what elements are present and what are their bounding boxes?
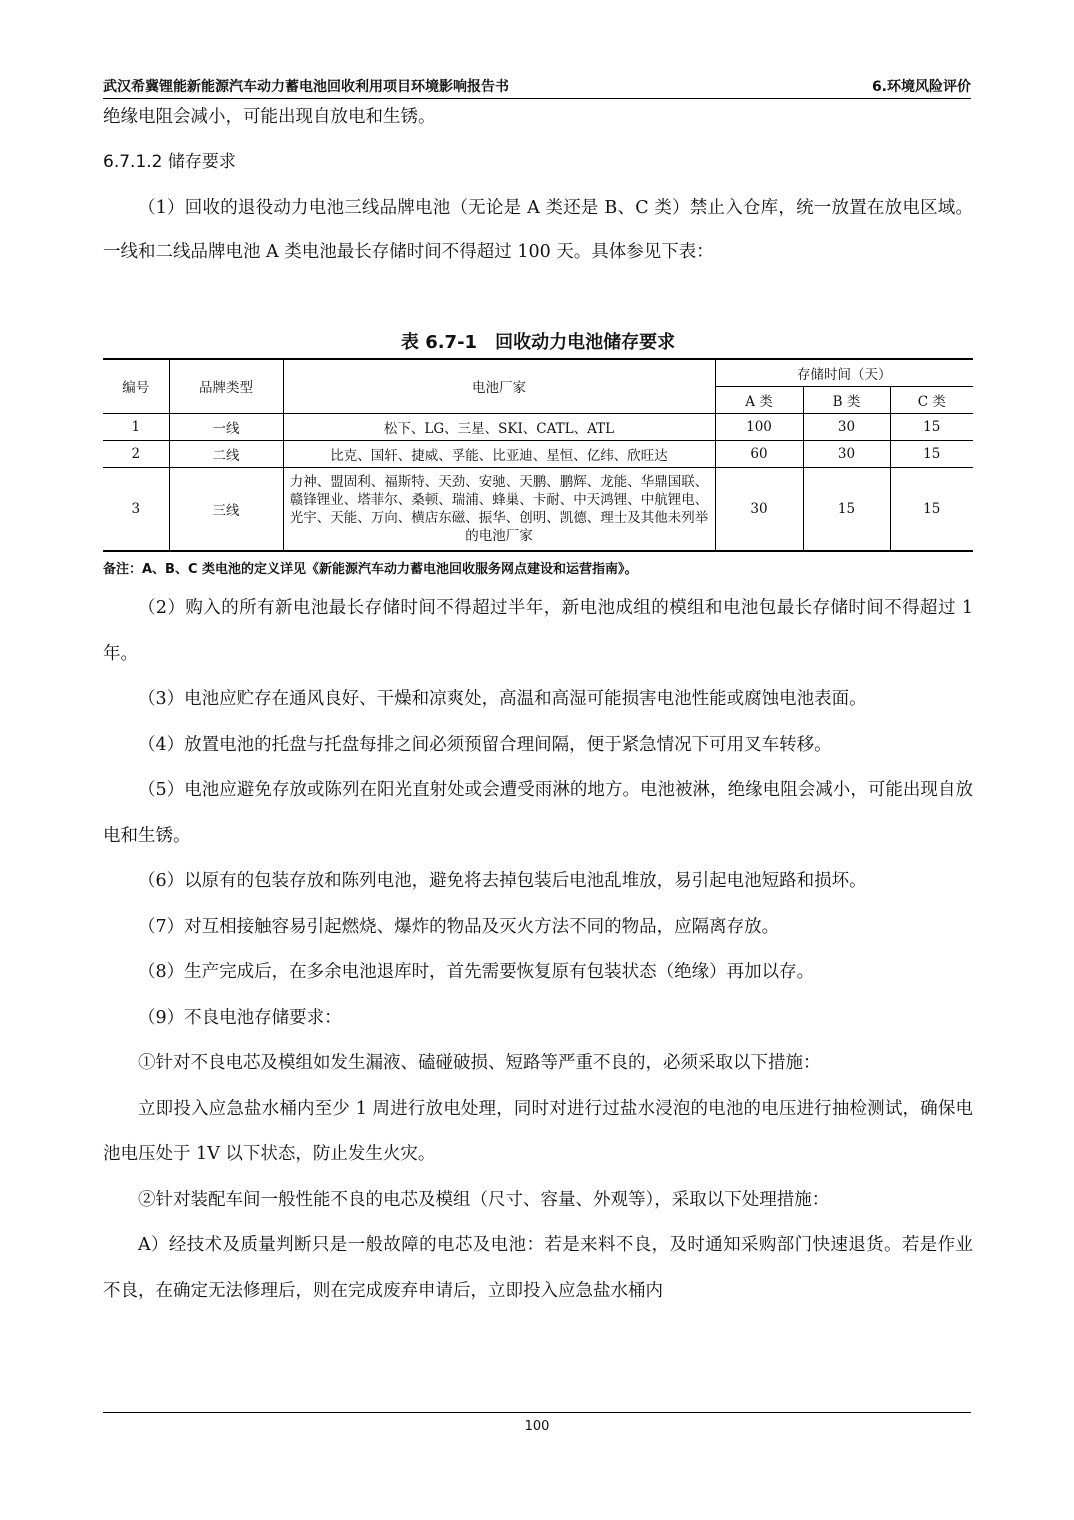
- header-c: C 类: [890, 386, 973, 413]
- table-row: [103, 467, 973, 551]
- cell-manufacturer: 力神、盟固利、福斯特、天劲、安驰、天鹏、鹏辉、龙能、华鼎国联、赣锋锂业、塔菲尔、桑顿、瑞浦、蜂巢、卡耐、中天鸿锂、中航锂电、光宇、天能、万向、横店东磁、振华、创明、凯德、理士及其他未列举的电池厂家: [283, 467, 715, 551]
- main-section: [103, 586, 973, 1314]
- paragraph: （9）不良电池存储要求：: [138, 1007, 342, 1028]
- cell-no: 2: [103, 440, 169, 467]
- table-row: [103, 440, 973, 467]
- header-b: B 类: [803, 386, 890, 413]
- cell-a: 100: [715, 413, 803, 440]
- paragraph: （8）生产完成后，在多余电池退库时，首先需要恢复原有包装状态（绝缘）再加以存。: [138, 962, 815, 982]
- cell-brand: 一线: [169, 413, 283, 440]
- cell-b: 30: [803, 413, 890, 440]
- cell-no: 1: [103, 413, 169, 440]
- continued-text: 绝缘电阻会减小，可能出现自放电和生锈。: [103, 107, 436, 127]
- paragraph: A）经技术及质量判断只是一般故障的电芯及电池：若是来料不良，及时通知采购部门快速退货。若是作业不良，在确定无法修理后，则在完成废弃申请后，立即投入应急盐水桶内: [103, 1235, 973, 1301]
- paragraph: ②针对装配车间一般性能不良的电芯及模组（尺寸、容量、外观等），采取以下处理措施：: [138, 1189, 830, 1210]
- cell-no: 3: [103, 467, 169, 551]
- page-number: 100: [524, 1419, 550, 1434]
- cell-brand: 三线: [169, 467, 283, 551]
- cell-b: 15: [803, 467, 890, 551]
- paragraph: ①针对不良电芯及模组如发生漏液、磕碰破损、短路等严重不良的，必须采取以下措施：: [138, 1053, 821, 1073]
- paragraph: 立即投入应急盐水桶内至少 1 周进行放电处理，同时对进行过盐水浸泡的电池的电压进行抽检测试，确保电池电压处于 1V 以下状态，防止发生火灾。: [103, 1098, 973, 1164]
- cell-manufacturer: 比克、国轩、捷威、孚能、比亚迪、星恒、亿纬、欣旺达: [283, 440, 715, 467]
- cell-brand: 二线: [169, 440, 283, 467]
- paragraph: （3）电池应贮存在通风良好、干燥和凉爽处，高温和高湿可能损害电池性能或腐蚀电池表面。: [138, 689, 867, 709]
- header-manufacturer: 电池厂家: [283, 359, 715, 413]
- paragraph: （5）电池应避免存放或陈列在阳光直射处或会遭受雨淋的地方。电池被淋，绝缘电阻会减小，可能出现自放电和生锈。: [103, 780, 973, 846]
- table-note: 备注：A、B、C 类电池的定义详见《新能源汽车动力蓄电池回收服务网点建设和运营指南》。: [103, 562, 638, 577]
- cell-b: 30: [803, 440, 890, 467]
- page-footer: [103, 1412, 971, 1434]
- cell-a: 60: [715, 440, 803, 467]
- paragraph: （6）以原有的包装存放和陈列电池，避免将去掉包装后电池乱堆放，易引起电池短路和损坏。: [138, 871, 867, 891]
- paragraph-1: （1）回收的退役动力电池三线品牌电池（无论是 A 类还是 B、C 类）禁止入仓库，统一放置在放电区域。一线和二线品牌电池 A 类电池最长存储时间不得超过 100 天。具体参见下表：: [103, 198, 973, 262]
- header-brand: 品牌类型: [169, 359, 283, 413]
- cell-a: 30: [715, 467, 803, 551]
- table-title: 表 6.7-1 回收动力电池储存要求: [400, 332, 676, 353]
- report-title: 武汉希冀锂能新能源汽车动力蓄电池回收利用项目环境影响报告书: [103, 79, 509, 95]
- table-header-row: [103, 359, 973, 386]
- paragraph: （2）购入的所有新电池最长存储时间不得超过半年，新电池成组的模组和电池包最长存储时间不得超过 1 年。: [103, 598, 973, 664]
- cell-c: 15: [890, 413, 973, 440]
- paragraph: （7）对互相接触容易引起燃烧、爆炸的物品及灭火方法不同的物品，应隔离存放。: [138, 916, 780, 937]
- top-section: [103, 96, 973, 274]
- paragraph: （4）放置电池的托盘与托盘每排之间必须预留合理间隔，便于紧急情况下可用叉车转移。: [138, 734, 832, 755]
- storage-table: [103, 358, 973, 552]
- cell-c: 15: [890, 440, 973, 467]
- section-heading: 6.7.1.2 储存要求: [103, 152, 236, 172]
- table-row: [103, 413, 973, 440]
- header-storage-time: 存储时间（天）: [715, 359, 973, 386]
- header-a: A 类: [715, 386, 803, 413]
- cell-c: 15: [890, 467, 973, 551]
- cell-manufacturer: 松下、LG、三星、SKI、CATL、ATL: [283, 413, 715, 440]
- chapter-title: 6.环境风险评价: [871, 79, 971, 95]
- header-no: 编号: [103, 359, 169, 413]
